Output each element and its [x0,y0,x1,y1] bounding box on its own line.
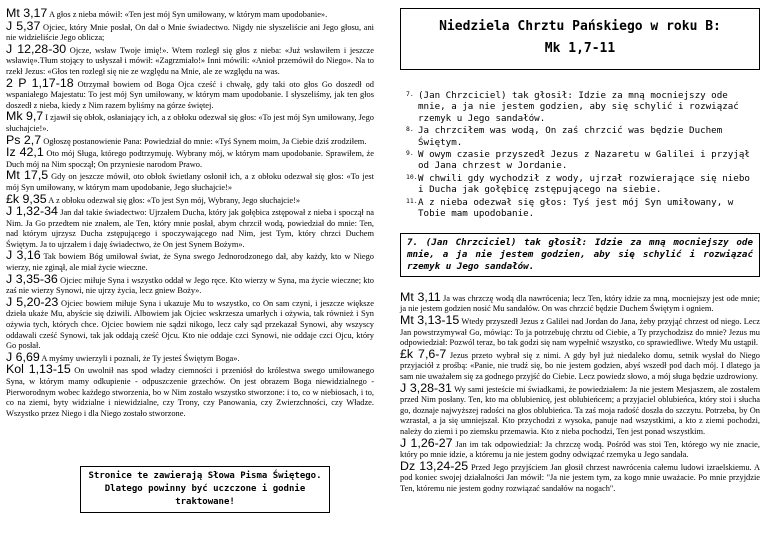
passage [6,75,374,112]
passage-reference: J 3,16 [6,248,41,263]
passage [400,289,761,315]
passage [400,315,760,349]
footer-note-line2: Dlatego powinny być uczczone i godnie traktowane! [104,484,306,507]
passage-reference: J 3,35-36 [6,271,58,286]
verse-text: W owym czasie przyszedł Jezus z Nazaretu w Galilei i przyjął od Jana chrzest w Jordanie. [418,149,750,172]
passage [6,206,374,250]
passage-text: Wtedy przyszedł Jezus z Galilei nad Jordan do Jana, żeby przyjąć chrzest od niego. Lecz Jan powstrzymywał Go, mówiąc: To ja potrzebuję chrztu od Ciebie, a Ty przychodzisz do mnie? Jezus mu odpowiedział: Pozwól teraz, bo tak godzi się nam wypełnić wszystko, co sprawiedliwe. Wtedy Mu ustąpił. [400,317,760,348]
passage-reference: Kol 1,13-15 [6,362,71,377]
passage-text: Wy sami jesteście mi świadkami, że powiedziałem: Ja nie jestem Mesjaszem, ale zostałem przed Nim posłany. Ten, kto ma oblubienicę, jest oblubieńcem; a przyjaciel oblubieńca, który stoi i słucha go, doznaje najwyższej radości na głos oblubieńca. Ta zaś moja radość doszła do szczytu. Potrzeba, by On wzrastał, a ja się umniejszał. Kto przychodzi z wysoka, panuje nad wszystkimi, a kto z ziemi pochodzi, należy do ziemi i po ziemsku przemawia. Kto z nieba pochodzi, Ten jest ponad wszystkim. [400,384,760,436]
title-line: Niedziela Chrztu Pańskiego w roku B: [439,19,721,34]
passage-reference: J 1,32-34 [6,204,58,219]
passage-reference: J 6,69 [6,349,40,364]
passage [400,458,761,495]
passage-text: Otrzymał bowiem od Boga Ojca cześć i chwałę, gdy taki oto głos Go doszedł od wspaniałego Majestatu: To jest mój Syn umiłowany, w którym mam upodobanie. I słyszeliśmy, jak ten głos doszedł z nieba, kiedy z Nim razem byliśmy na górze świętej. [6,79,374,110]
passage [6,147,374,170]
passage-text: Oto mój Sługa, którego podtrzymuję. Wybrany mój, w którym mam upodobanie. Sprawiłem, że Duch mój na Nim spoczął; On przyniesie narodom Prawo. [6,149,374,169]
left-passages [6,8,374,419]
verse-item [406,149,760,172]
passage-text: A z obłoku odezwał się głos: «To jest Syn mój, Wybrany, Jego słuchajcie!» [48,195,301,205]
passage [6,191,374,207]
passage-text: Jan dał takie świadectwo: Ujrzałem Ducha, który jak gołębica zstępował z nieba i spoczął na Nim. Ja Go przedtem nie znałem, ale Ten, który mnie posłał, abym chrzcił wodą, powiedział do mnie: Ten, nad którym ujrzysz Ducha zstępującego i spoczywającego nad Nim, jest Tym, który chrzci Duchem Świętym. Ja to ujrzałem i daję świadectwo, że On jest Synem Bożym». [6,208,375,249]
gospel-verses [406,90,760,219]
passage-reference: Dz 13,24-25 [400,458,469,473]
verse-number: 7. [406,90,414,98]
passage-text: Jezus przeto wybrał się z nimi. A gdy był już niedaleko domu, setnik wysłał do Niego przyjaciół z prośbą: «Panie, nie trudź się, bo nie jestem godzien, abyś wszedł pod dach mój. I dlatego ja sam nie uważałem się za godnego przyjść do Ciebie. Lecz powiedz słowo, a mój sługa będzie uzdrowiony. [400,350,760,382]
passage-text: Jan im tak odpowiedział: Ja chrzczę wodą. Pośród was stoi Ten, którego wy nie znacie, który po mnie idzie, a któremu ja nie jestem godny odwiązać rzemyka u Jego sandała. [400,439,760,460]
passage-text: Przed Jego przyjściem Jan głosił chrzest nawrócenia całemu ludowi izraelskiemu. A pod koniec swojej działalności Jan mówił: "Ja nie jestem tym, za kogo mnie uważacie. Po mnie przyjdzie Ten, któremu nie jestem godny rozwiązać sandałów na nogach". [400,462,761,493]
verse-text: Ja chrzciłem was wodą, On zaś chrzcić was będzie Duchem Świętym. [418,125,723,148]
passage [6,364,374,419]
right-column [400,8,760,495]
passage-text: A myśmy uwierzyli i poznali, że Ty jesteś Świętym Boga». [41,353,240,363]
passage [6,294,374,352]
verse-item [406,173,760,196]
highlight-verse: 7. (Jan Chrzciciel) tak głosił: Idzie za mną mocniejszy ode mnie, a ja nie jestem godzien, aby się schylić i rozwiązać rzemyk u Jego sandałów. [400,233,760,276]
passage [6,271,374,297]
verse-number: 10. [406,172,418,181]
passage [6,250,374,273]
passage-reference: Mt 3,13-15 [400,313,460,328]
passage-reference: Mt 3,17 [6,6,48,20]
passage [6,132,374,148]
verse-text: W chwili gdy wychodził z wody, ujrzał rozwierające się niebo i Ducha jak gołębicę zstępującego na siebie. [418,172,750,196]
verse-number: 11. [406,196,418,205]
passage-reference: £k 9,35 [6,191,47,206]
passage [6,41,374,78]
verse-item [406,197,760,220]
passage [400,346,760,383]
footer-note [80,466,330,513]
verse-item [406,90,760,124]
passage [6,18,374,44]
passage [400,435,760,461]
passage [6,111,374,134]
passage-text: Gdy on jeszcze mówił, oto obłok świetlany osłonił ich, a z obłoku odezwał się głos: «To jest mój Syn umiłowany, w którym mam upodobanie, Jego słuchajcie!» [6,172,374,192]
passage-reference: Iz 42,1 [6,145,44,160]
verse-text: (Jan Chrzciciel) tak głosił: Idzie za mną mocniejszy ode mnie, a ja nie jestem godzien, aby się schylić i rozwiązać rzemyk u Jego sandałów. [418,90,739,124]
passage-reference: J 5,37 [6,18,41,33]
passage-text: A głos z nieba mówił: «Ten jest mój Syn umiłowany, w którym mam upodobanie». [48,10,328,19]
right-passages [400,289,761,495]
passage [400,380,760,438]
passage-reference: J 12,28-30 [6,41,67,56]
passage-text: Ja was chrzczę wodą dla nawrócenia; lecz Ten, który idzie za mną, mocniejszy jest ode mnie; ja nie jestem godzien nosić Mu sandałów. On was chrzcić będzie Duchem Świętym i ogniem. [400,293,761,314]
passage-reference: 2 P 1,17-18 [6,75,74,90]
passage-reference: J 5,20-23 [6,294,59,309]
passage-text: On uwolnił nas spod władzy ciemności i przeniósł do królestwa swego umiłowanego Syna, w którym mamy odkupienie - odpuszczenie grzechów. On jest obrazem Boga niewidzialnego - Pierworodnym wobec każdego stworzenia, bo w Nim zostało wszystko stworzone: i to, co w niebiosach, i to, co na ziemi, byty widzialne i niewidzialne, czy Trony, czy Panowania, czy Zwierzchności, czy Władze. Wszystko przez Niego i dla Niego zostało stworzone. [6,366,375,418]
passage-reference: J 3,28-31 [400,380,452,395]
passage-reference: £k 7,6-7 [400,346,447,361]
passage-reference: Mt 3,11 [400,289,441,304]
verse-item [406,125,760,148]
gospel-reference: Mk 1,7-11 [544,41,616,56]
title-box [400,8,760,70]
passage-text: Tak bowiem Bóg umiłował świat, że Syna swego Jednorodzonego dał, aby każdy, kto w Niego wierzy, nie zginął, ale miał życie wieczne. [6,252,374,273]
passage-reference: Ps 2,7 [6,132,42,147]
verse-text: A z nieba odezwał się głos: Tyś jest mój Syn umiłowany, w Tobie mam upodobanie. [418,196,734,220]
passage [6,8,374,21]
passage-reference: Mt 17,5 [6,168,49,183]
verse-number: 8. [406,125,414,134]
passage-reference: J 1,26-27 [400,435,453,450]
passage-reference: Mk 9,7 [6,109,44,124]
footer-note-line1: Stronice te zawierają Słowa Pisma Świętego. [88,471,322,481]
passage [6,170,374,193]
passage-text: Ojciec, który Mnie posłał, On dał o Mnie świadectwo. Nigdy nie słyszeliście ani Jego głosu, ani nie widzieliście Jego oblicza; [6,22,374,43]
verse-number: 9. [406,149,414,158]
passage-text: Ojciec bowiem miłuje Syna i ukazuje Mu to wszystko, co On sam czyni, i jeszcze większe dzieła ukaże Mu, abyście się dziwili. Albowiem jak Ojciec wskrzesza umarłych i ożywia, tak również i Syn ożywia tych, których chce. Ojciec bowiem nie sądzi nikogo, lecz cały sąd przekazał Synowi, aby wszyscy oddawali cześć Synowi, tak jak oddają cześć Ojcu. Kto nie oddaje czci Synowi, nie oddaje czci Ojcu, który Go posłał. [6,298,374,351]
passage-text: Ogłoszę postanowienie Pana: Powiedział do mnie: «Tyś Synem moim, Ja Ciebie dziś zrodziłem. [43,136,367,146]
passage-text: Ojciec miłuje Syna i wszystko oddał w Jego ręce. Kto wierzy w Syna, ma życie wieczne; kto zaś nie wierzy Synowi, nie ujrzy życia, lecz gniew Boży». [6,275,374,296]
left-column [6,8,374,419]
passage-text: I zjawił się obłok, osłaniający ich, a z obłoku odezwał się głos: «To jest mój Syn umiłowany, Jego słuchajcie!». [6,113,374,133]
passage-text: Ojcze, wsław Twoje imię!». Wtem rozległ się głos z nieba: «Już wsławiłem i jeszcze wsławię».Tłum stojący to usłyszał i mówił: «Zagrzmiało!» Inni mówili: «Anioł przemówił do Niego». Na to rzekł Jezus: «Głos ten rozległ się nie ze względu na Mnie, ale ze względu na was. [6,45,374,76]
